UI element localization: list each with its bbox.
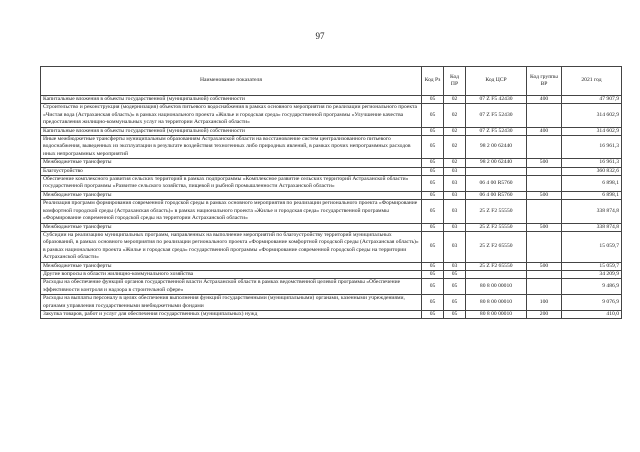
cell-code-vr: 200: [527, 310, 562, 318]
cell-amount: 360 832,6: [562, 167, 622, 175]
cell-code-pr: 05: [444, 279, 466, 295]
cell-name: Капитальные вложения в объекты государственной (муниципальной) собственности: [41, 127, 422, 135]
table-row: [41, 262, 622, 270]
cell-code-rz: 05: [422, 270, 444, 278]
cell-amount: 15 059,7: [562, 231, 622, 262]
cell-code-pr: 03: [444, 200, 466, 223]
cell-name: Межбюджетные трансферты: [41, 223, 422, 231]
cell-amount: 6 898,1: [562, 191, 622, 199]
cell-name: Межбюджетные трансферты: [41, 159, 422, 167]
cell-amount: 9 076,9: [562, 295, 622, 311]
cell-amount: 9 486,9: [562, 279, 622, 295]
col-header-name: Наименование показателя: [41, 67, 422, 96]
cell-code-rz: 05: [422, 223, 444, 231]
page-number: 97: [315, 31, 325, 41]
cell-code-pr: 05: [444, 270, 466, 278]
cell-name: Реализация программ формирования современной городской среды в рамках основного мероприятия по реализации регионального проекта «Формирование комфортной городской среды (Астраханская область)» в рамках национального проекта «Жилье и городская среда» государственной программы «Формирование современной городской среды на территории Астраханской области»: [41, 200, 422, 223]
cell-code-pr: 02: [444, 159, 466, 167]
cell-code-vr: 400: [527, 127, 562, 135]
cell-code-pr: 03: [444, 191, 466, 199]
cell-code-rz: 05: [422, 159, 444, 167]
cell-code-vr: [527, 231, 562, 262]
table-row: [41, 176, 622, 192]
cell-code-rz: 05: [422, 191, 444, 199]
cell-code-csr: 25 Z F2 55550: [466, 223, 527, 231]
cell-code-vr: [527, 104, 562, 127]
cell-amount: 314 602,9: [562, 127, 622, 135]
cell-code-pr: 03: [444, 167, 466, 175]
cell-amount: 47 907,9: [562, 96, 622, 104]
cell-name: Капитальные вложения в объекты государственной (муниципальной) собственности: [41, 96, 422, 104]
cell-name: Строительство и реконструкция (модернизация) объектов питьевого водоснабжения в рамках основного мероприятия по реализации регионального проекта «Чистая вода (Астраханская область)» в рамках национального проекта «Жилье и городская среда» государственной программы «Улучшение качества предоставления жилищно-коммунальных услуг на территории Астраханской области»: [41, 104, 422, 127]
cell-amount: 338 874,8: [562, 223, 622, 231]
cell-code-vr: [527, 167, 562, 175]
cell-code-pr: 03: [444, 262, 466, 270]
cell-code-vr: 400: [527, 96, 562, 104]
cell-code-rz: 05: [422, 295, 444, 311]
cell-code-csr: 25 Z F2 65550: [466, 231, 527, 262]
cell-code-csr: 80 8 00 00010: [466, 295, 527, 311]
table-row: [41, 104, 622, 127]
col-header-vr: Код группы ВР: [527, 67, 562, 96]
cell-code-rz: 05: [422, 262, 444, 270]
cell-amount: 16 961,3: [562, 136, 622, 159]
col-header-rz: Код Рз: [422, 67, 444, 96]
cell-code-rz: 05: [422, 279, 444, 295]
cell-code-rz: 05: [422, 310, 444, 318]
cell-code-vr: 500: [527, 223, 562, 231]
cell-amount: 6 898,1: [562, 176, 622, 192]
cell-amount: 338 874,8: [562, 200, 622, 223]
cell-name: Расходы на выплаты персоналу в целях обеспечения выполнения функций государственными (муниципальными) органами, казенными учреждениями, органами управления государственными внебюджетными фондами: [41, 295, 422, 311]
cell-code-vr: [527, 176, 562, 192]
cell-amount: 314 602,9: [562, 104, 622, 127]
budget-table: [40, 66, 622, 319]
cell-code-csr: 98 2 00 62440: [466, 159, 527, 167]
table-row: [41, 136, 622, 159]
table-body: [41, 96, 622, 319]
table-row: [41, 127, 622, 135]
cell-code-rz: 05: [422, 104, 444, 127]
table-row: [41, 191, 622, 199]
table-header-row: [41, 67, 622, 96]
cell-name: Другие вопросы в области жилищно-коммунального хозяйства: [41, 270, 422, 278]
cell-code-pr: 02: [444, 96, 466, 104]
cell-code-vr: [527, 200, 562, 223]
cell-name: Субсидии на реализацию муниципальных программ, направленных на выполнение мероприятий по благоустройству территорий муниципальных образований, в рамках основного мероприятия по реализации регионального проекта «Формирование комфортной городской среды (Астраханская область)» в рамках национального проекта «Жилье и городская среда» государственной программы «Формирование современной городской среды на территории Астраханской области»: [41, 231, 422, 262]
cell-code-vr: 100: [527, 295, 562, 311]
cell-code-rz: 05: [422, 231, 444, 262]
cell-code-csr: 98 2 00 62440: [466, 136, 527, 159]
cell-amount: 410,0: [562, 310, 622, 318]
cell-name: Расходы на обеспечение функций органов государственной власти Астраханской области в рамках ведомственной целевой программы «Обеспечение эффективности контроля и надзора в строительной сфере»: [41, 279, 422, 295]
table-row: [41, 200, 622, 223]
cell-code-rz: 05: [422, 96, 444, 104]
cell-code-rz: 05: [422, 167, 444, 175]
cell-code-csr: 80 8 00 00010: [466, 279, 527, 295]
cell-code-csr: 25 Z F2 55550: [466, 200, 527, 223]
cell-code-vr: [527, 136, 562, 159]
cell-code-rz: 05: [422, 176, 444, 192]
cell-code-csr: [466, 167, 527, 175]
cell-code-pr: 02: [444, 127, 466, 135]
cell-amount: 16 961,3: [562, 159, 622, 167]
col-header-pr: Код ПР: [444, 67, 466, 96]
cell-code-csr: 07 Z F5 42430: [466, 96, 527, 104]
table-row: [41, 231, 622, 262]
cell-name: Межбюджетные трансферты: [41, 191, 422, 199]
table-row: [41, 159, 622, 167]
cell-name: Закупка товаров, работ и услуг для обеспечения государственных (муниципальных) нужд: [41, 310, 422, 318]
table-row: [41, 223, 622, 231]
cell-code-vr: [527, 279, 562, 295]
cell-code-csr: 25 Z F2 65550: [466, 262, 527, 270]
cell-name: Благоустройство: [41, 167, 422, 175]
table-row: [41, 279, 622, 295]
cell-code-pr: 03: [444, 231, 466, 262]
cell-amount: 15 059,7: [562, 262, 622, 270]
cell-name: Обеспечение комплексного развития сельских территорий в рамках подпрограммы «Комплексное развитие сельских территорий Астраханской области» государственной программы «Развитие сельского хозяйства, пищевой и рыбной промышленности Астраханской области»: [41, 176, 422, 192]
cell-code-csr: 07 Z F5 52430: [466, 104, 527, 127]
cell-code-csr: 07 Z F5 52430: [466, 127, 527, 135]
cell-code-rz: 05: [422, 136, 444, 159]
table-row: [41, 270, 622, 278]
cell-name: Иные межбюджетные трансферты муниципальным образованиям Астраханской области на восстановление систем централизованного питьевого водоснабжения, выведенных из эксплуатации в результате воздействия техногенных либо природных явлений, в рамках прочих непрограммных расходов иных непрограммных мероприятий: [41, 136, 422, 159]
cell-code-pr: 03: [444, 176, 466, 192]
cell-code-pr: 02: [444, 104, 466, 127]
cell-code-csr: 80 8 00 00010: [466, 310, 527, 318]
cell-code-pr: 02: [444, 136, 466, 159]
table-row: [41, 167, 622, 175]
cell-code-rz: 05: [422, 200, 444, 223]
cell-code-vr: 500: [527, 159, 562, 167]
cell-code-csr: 06 4 00 R5760: [466, 176, 527, 192]
cell-amount: 34 209,9: [562, 270, 622, 278]
cell-code-pr: 05: [444, 310, 466, 318]
table-row: [41, 295, 622, 311]
cell-code-rz: 05: [422, 127, 444, 135]
cell-name: Межбюджетные трансферты: [41, 262, 422, 270]
cell-code-pr: 05: [444, 295, 466, 311]
table-row: [41, 310, 622, 318]
cell-code-vr: [527, 270, 562, 278]
cell-code-csr: [466, 270, 527, 278]
cell-code-csr: 06 4 00 R5760: [466, 191, 527, 199]
cell-code-pr: 03: [444, 223, 466, 231]
cell-code-vr: 500: [527, 191, 562, 199]
cell-code-vr: 500: [527, 262, 562, 270]
col-header-amount: 2021 год: [562, 67, 622, 96]
table-row: [41, 96, 622, 104]
col-header-csr: Код ЦСР: [466, 67, 527, 96]
